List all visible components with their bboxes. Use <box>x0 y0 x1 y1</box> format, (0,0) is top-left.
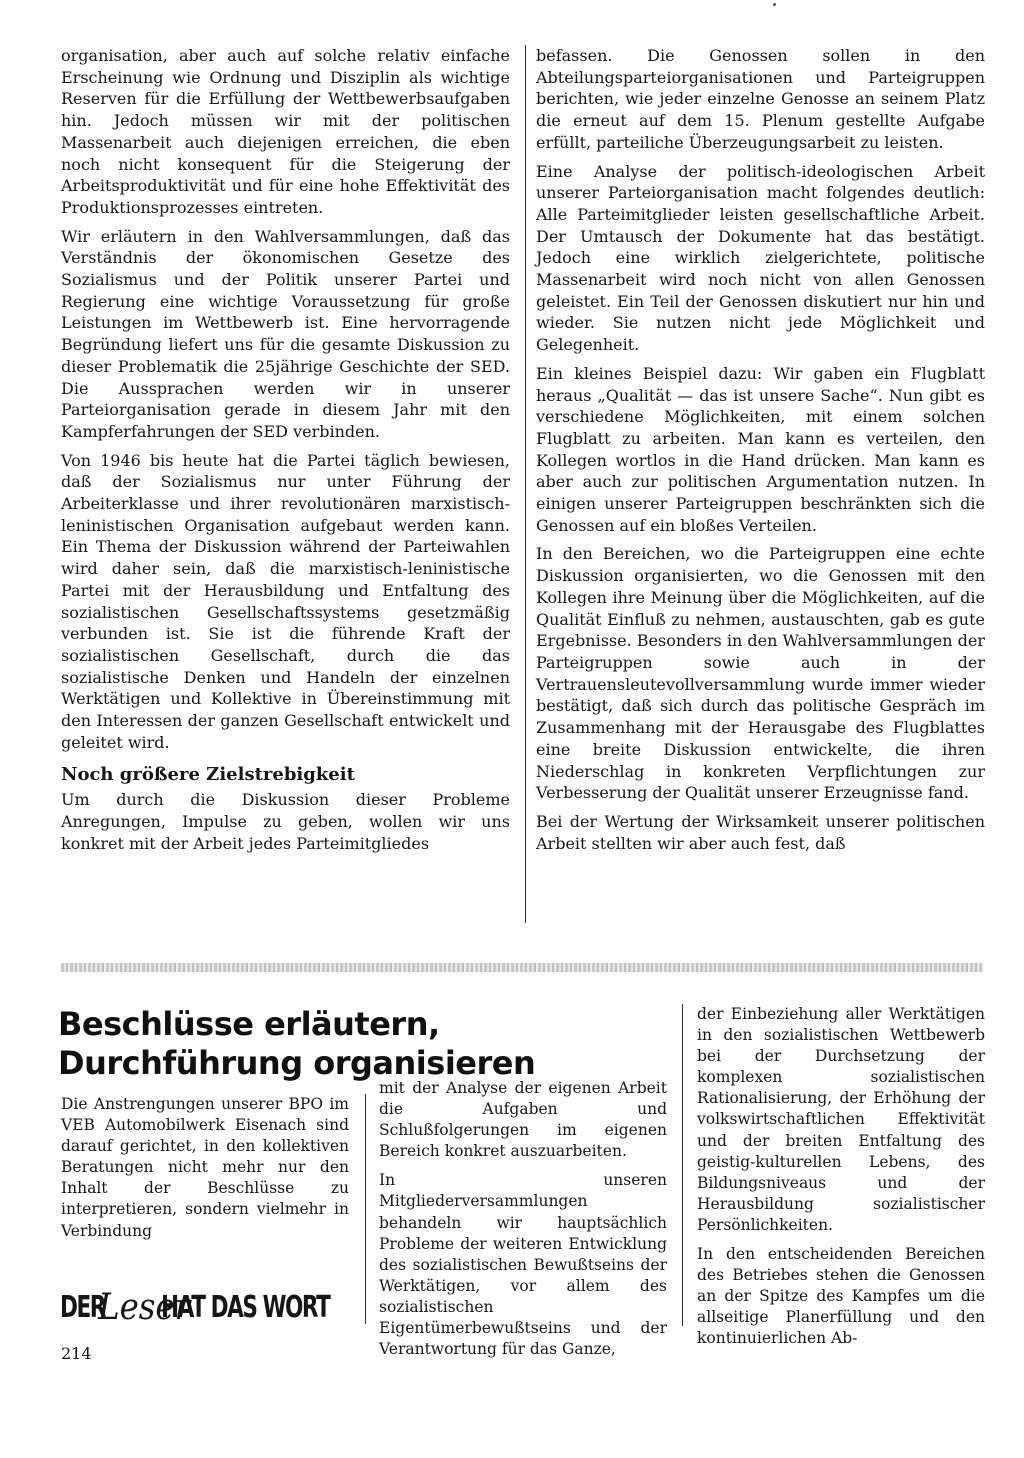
paragraph: Wir erläutern in den Wahlversammlungen, daß das Verständnis der ökonomischen Gesetze des Sozialismus und der Politik unserer Partei und Regierung eine wichtige Voraussetzung für große Leistungen im Wettbewerb ist. Eine hervorragende Begründung liefert uns für die gesamte Diskussion zu dieser Problematik die 25jährige Geschichte der SED. Die Aussprachen werden wir in unserer Parteiorganisation gerade in diesem Jahr mit den Kampferfahrungen der SED verbinden. <box>61 226 510 441</box>
column-divider <box>682 1004 683 1326</box>
paragraph: Bei der Wertung der Wirksamkeit unserer politischen Arbeit stellten wir aber auch fest, daß <box>536 811 985 853</box>
column-divider <box>525 45 526 923</box>
column-divider <box>365 1094 366 1324</box>
paragraph: der Einbeziehung aller Werktätigen in den sozialistischen Wettbewerb bei der Durchsetzung der komplexen sozialistischen Rationalisierung, der Erhöhung der volkswirtschaftlichen Effektivität und der breiten Entfaltung des geistig-kulturellen Lebens, des Bildungsniveaus und der Herausbildung sozialistischer Persönlichkeiten. <box>697 1005 985 1234</box>
paragraph: Von 1946 bis heute hat die Partei täglich bewiesen, daß der Sozialismus nur unter Führung der Arbeiterklasse und ihrer revolutionären marxistisch-leninistischen Organisation aufgebaut werden kann. Ein Thema der Diskussion während der Parteiwahlen wird daher sein, daß die marxistisch-leninistische Partei mit der Herausbildung und Entfaltung des sozialistischen Gesellschaftssystems gesetzmäßig verbunden ist. Sie ist die führende Kraft der sozialistischen Gesellschaft, durch die das sozialistische Denken und Handeln der einzelnen Werktätigen und Kollektive in Übereinstimmung mit den Interessen der ganzen Gesellschaft entwickelt und geleitet wird. <box>61 450 510 752</box>
page-number: 214 <box>61 1344 92 1363</box>
paragraph: Die Anstrengungen unserer BPO im VEB Automobilwerk Eisenach sind darauf gerichtet, in den kollektiven Beratungen nicht mehr nur den Inhalt der Beschlüsse zu interpretieren, sondern vielmehr in Verbindung <box>61 1095 349 1240</box>
paragraph: In unseren Mitgliederversammlungen behandeln wir hauptsächlich Probleme der weiteren Entwicklung des sozialistischen Bewußtseins der Werktätigen, vor allem des sozialistischen Eigentümerbewußtseins und der Verantwortung für das Ganze, <box>379 1171 667 1359</box>
bottom-article-middle-column <box>379 1078 667 1360</box>
paragraph: In den Bereichen, wo die Parteigruppen eine echte Diskussion organisierten, wo die Genossen mit den Kollegen ihre Meinung über die Möglichkeiten, auf die Qualität Einfluß zu nehmen, austauschten, gab es gute Ergebnisse. Besonders in den Wahlversammlungen der Parteigruppen sowie auch in der Vertrauensleutevollversammlung wurde immer wieder bestätigt, daß sich durch das politische Gespräch im Zusammenhang mit der Herausgabe des Flugblattes eine breite Diskussion entwickelte, die ihren Niederschlag in konkreten Verpflichtungen zur Verbesserung der Qualität unserer Erzeugnisse fand. <box>536 544 985 803</box>
logo-word-hat-das-wort: HAT DAS WORT <box>160 1289 330 1325</box>
paragraph: mit der Analyse der eigenen Arbeit die Aufgaben und Schlußfolgerungen im eigenen Bereich konkret auszuarbeiten. <box>379 1079 667 1161</box>
rubric-logo <box>60 1285 342 1329</box>
logo-script-word: Leser <box>97 1286 190 1328</box>
article-headline <box>58 1005 678 1083</box>
bottom-article-right-column <box>697 1004 985 1350</box>
top-article-right-column <box>536 45 985 854</box>
print-speck <box>773 3 776 6</box>
paragraph: organisation, aber auch auf solche relativ einfache Erscheinung wie Ordnung und Disziplin als wichtige Reserven für die Erfüllung der Wettbewerbsaufgaben hin. Jedoch müssen wir mit der politischen Massenarbeit auch diejenigen erreichen, die eben noch nicht konsequent für die Steigerung der Arbeitsproduktivität und für eine hohe Effektivität des Produktionsprozesses eintreten. <box>61 46 510 217</box>
paragraph: In den entscheidenden Bereichen des Betriebes stehen die Genossen an der Spitze des Kampfes um die allseitige Planerfüllung und den kontinuierlichen Ab- <box>697 1245 985 1348</box>
section-separator <box>61 963 983 972</box>
top-article-left-column <box>61 45 510 854</box>
headline-line: Beschlüsse erläutern, <box>58 1005 440 1043</box>
bottom-article-left-column <box>61 1094 349 1242</box>
headline-line: Durchführung organisieren <box>58 1044 536 1082</box>
logo-word-der: DER <box>60 1289 105 1325</box>
paragraph: Eine Analyse der politisch-ideologischen Arbeit unserer Parteiorganisation macht folgendes deutlich: Alle Parteimitglieder leisten gesellschaftliche Arbeit. Der Umtausch der Dokumente hat das bestätigt. Jedoch eine wirklich zielgerichtete, politische Massenarbeit wird noch nicht von allen Genossen geleistet. Ein Teil der Genossen diskutiert nur hin und wieder. Sie nutzen nicht jede Möglichkeit und Gelegenheit. <box>536 161 985 355</box>
subheading: Noch größere Zielstrebigkeit <box>61 763 355 785</box>
paragraph: Ein kleines Beispiel dazu: Wir gaben ein Flugblatt heraus „Qualität — das ist unsere Sache“. Nun gibt es verschiedene Möglichkeiten, mit einem solchen Flugblatt zu arbeiten. Man kann es verteilen, den Kollegen wortlos in die Hand drücken. Man kann es aber auch zur politischen Argumentation nutzen. In einigen unserer Parteigruppen beschränkten sich die Genossen auf ein bloßes Verteilen. <box>536 363 985 535</box>
paragraph: befassen. Die Genossen sollen in den Abteilungsparteiorganisationen und Parteigruppen berichten, wie jeder einzelne Genosse an seinem Platz die erneut auf dem 15. Plenum gestellte Aufgabe erfüllt, parteiliche Überzeugungsarbeit zu leisten. <box>536 46 985 152</box>
paragraph: Um durch die Diskussion dieser Probleme Anregungen, Impulse zu geben, wollen wir uns konkret mit der Arbeit jedes Parteimitgliedes <box>61 790 510 853</box>
